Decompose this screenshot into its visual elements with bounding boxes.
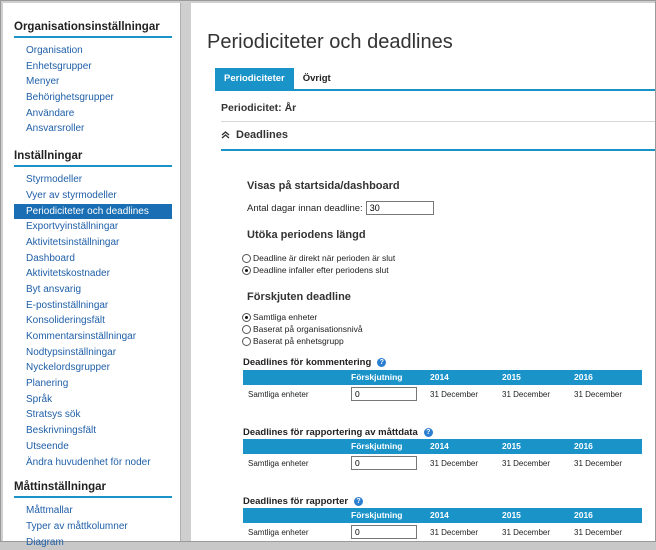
radio-button[interactable] (242, 325, 251, 334)
sidebar-item-nodtypsinstallningar[interactable]: Nodtypsinställningar (26, 346, 117, 358)
shift-input[interactable] (351, 456, 417, 470)
tab-periodiciteter[interactable]: Periodiciteter (215, 68, 294, 90)
radio-label: Deadline infaller efter periodens slut (253, 265, 389, 275)
sidebar-item-ansvarsroller[interactable]: Ansvarsroller (26, 123, 85, 135)
sidebar-item-enhetsgrupper[interactable]: Enhetsgrupper (26, 60, 92, 72)
sidebar-item-sprak[interactable]: Språk (26, 393, 53, 405)
divider (221, 121, 655, 122)
column-header: Förskjutning (351, 510, 403, 520)
sidebar-item-diagram[interactable]: Diagram (26, 536, 64, 548)
page-title: Periodiciteter och deadlines (207, 31, 453, 53)
sidebar-item-epost[interactable]: E-postinställningar (26, 299, 109, 311)
sidebar-item-andra-huvudenhet[interactable]: Ändra huvudenhet för noder (26, 456, 151, 468)
shift-input[interactable] (351, 525, 417, 539)
sidebar-section-title: Måttinställningar (14, 470, 172, 498)
sidebar-item-kommentarsinstallningar[interactable]: Kommentarsinställningar (26, 331, 137, 342)
shifted-deadline-title: Förskjuten deadline (247, 291, 351, 303)
column-header: 2014 (430, 441, 449, 451)
sidebar-section-mattinstallningar (3, 470, 180, 550)
column-header: Förskjutning (351, 372, 403, 382)
column-header: 2016 (574, 441, 593, 451)
unit-cell: Samtliga enheter (248, 390, 309, 399)
radio-deadline-direct[interactable] (242, 253, 395, 263)
table-title-measure-reporting (243, 427, 433, 438)
sidebar-section-title: Organisationsinställningar (14, 3, 172, 38)
table-row (243, 454, 642, 473)
settings-sidebar (3, 3, 181, 548)
radio-label: Deadline är direkt när perioden är slut (253, 253, 396, 263)
deadlines-toggle[interactable] (221, 129, 288, 141)
sidebar-item-periodiciteter[interactable]: Periodiciteter och deadlines (14, 204, 172, 220)
sidebar-item-byt-ansvarig[interactable]: Byt ansvarig (26, 283, 82, 295)
extend-period-title: Utöka periodens längd (247, 229, 366, 241)
column-header: 2016 (574, 510, 593, 520)
dashboard-section-title: Visas på startsida/dashboard (247, 180, 400, 192)
table-row (243, 523, 642, 542)
days-before-deadline-label: Antal dagar innan deadline: (247, 202, 363, 214)
column-header: 2015 (502, 510, 521, 520)
sidebar-item-vyer-av-styrmodeller[interactable]: Vyer av styrmodeller (26, 189, 117, 201)
sidebar-item-menyer[interactable]: Menyer (26, 76, 60, 88)
column-header: 2014 (430, 510, 449, 520)
date-cell: 31 December (430, 528, 479, 537)
sidebar-item-mattmallar[interactable]: Måttmallar (26, 505, 73, 517)
date-cell: 31 December (502, 459, 551, 468)
date-cell: 31 December (430, 390, 479, 399)
deadline-table-reports (243, 508, 642, 542)
periodicity-label: Periodicitet: År (221, 102, 297, 114)
sidebar-item-organisation[interactable]: Organisation (26, 45, 83, 56)
date-cell: 31 December (574, 528, 623, 537)
unit-cell: Samtliga enheter (248, 459, 309, 468)
deadline-table-commenting (243, 370, 642, 404)
help-icon[interactable]: ? (377, 358, 386, 367)
sidebar-item-typer-av-mattkolumner[interactable]: Typer av måttkolumner (26, 520, 128, 532)
radio-label: Baserat på organisationsnivå (253, 324, 363, 334)
sidebar-item-beskrivningsfalt[interactable]: Beskrivningsfält (26, 425, 97, 437)
column-header: 2015 (502, 372, 521, 382)
date-cell: 31 December (430, 459, 479, 468)
date-cell: 31 December (502, 528, 551, 537)
radio-button-selected[interactable] (242, 266, 251, 275)
radio-label: Baserat på enhetsgrupp (253, 336, 344, 346)
table-row (243, 385, 642, 404)
radio-unit-group[interactable] (242, 336, 344, 346)
sidebar-section-title: Inställningar (14, 137, 172, 167)
sidebar-item-utseende[interactable]: Utseende (26, 440, 69, 452)
main-content (191, 3, 655, 541)
sidebar-item-behorighetsgrupper[interactable]: Behörighetsgrupper (26, 92, 114, 104)
column-header: 2016 (574, 372, 593, 382)
sidebar-item-anvandare[interactable]: Användare (26, 107, 75, 119)
deadline-table-measure-reporting (243, 439, 642, 473)
table-title-text: Deadlines för kommentering (243, 357, 372, 368)
radio-all-units[interactable] (242, 312, 317, 322)
sidebar-item-aktivitetsinstallningar[interactable]: Aktivitetsinställningar (26, 236, 120, 248)
table-title-text: Deadlines för rapportering av måttdata (243, 427, 418, 438)
help-icon[interactable]: ? (424, 428, 433, 437)
sidebar-item-aktivitetskostnader[interactable]: Aktivitetskostnader (26, 268, 110, 280)
sidebar-item-styrmodeller[interactable]: Styrmodeller (26, 174, 83, 186)
deadlines-heading: Deadlines (236, 129, 288, 141)
table-header (243, 439, 642, 454)
tab-ovrigt[interactable]: Övrigt (302, 73, 331, 84)
sidebar-item-nyckelordsgrupper[interactable]: Nyckelordsgrupper (26, 362, 110, 374)
date-cell: 31 December (574, 459, 623, 468)
help-icon[interactable]: ? (354, 497, 363, 506)
sidebar-item-stratsys-sok[interactable]: Stratsys sök (26, 409, 81, 421)
table-header (243, 508, 642, 523)
chevron-up-icon (221, 130, 230, 141)
table-header (243, 370, 642, 385)
deadlines-underline (221, 149, 655, 151)
table-title-reports (243, 496, 363, 507)
sidebar-section-organisation (3, 3, 180, 137)
sidebar-item-planering[interactable]: Planering (26, 378, 69, 390)
date-cell: 31 December (574, 390, 623, 399)
column-header: 2015 (502, 441, 521, 451)
days-before-deadline-input[interactable] (366, 201, 434, 215)
tab-bar (215, 68, 340, 90)
radio-label: Samtliga enheter (253, 312, 318, 322)
unit-cell: Samtliga enheter (248, 528, 309, 537)
tab-underline (215, 89, 655, 91)
radio-button-selected[interactable] (242, 313, 251, 322)
radio-org-level[interactable] (242, 324, 363, 334)
radio-button[interactable] (242, 337, 251, 346)
sidebar-item-dashboard[interactable]: Dashboard (26, 252, 75, 264)
sidebar-item-konsolideringsfalt[interactable]: Konsolideringsfält (26, 315, 105, 327)
date-cell: 31 December (502, 390, 551, 399)
shift-input[interactable] (351, 387, 417, 401)
table-title-commenting (243, 357, 386, 368)
radio-deadline-after[interactable] (242, 265, 389, 275)
days-before-deadline-row (247, 201, 434, 215)
sidebar-item-exportvy[interactable]: Exportvyinställningar (26, 221, 119, 233)
column-header: 2014 (430, 372, 449, 382)
sidebar-section-installningar (3, 137, 180, 470)
radio-button[interactable] (242, 254, 251, 263)
column-header: Förskjutning (351, 441, 403, 451)
table-title-text: Deadlines för rapporter (243, 496, 349, 507)
